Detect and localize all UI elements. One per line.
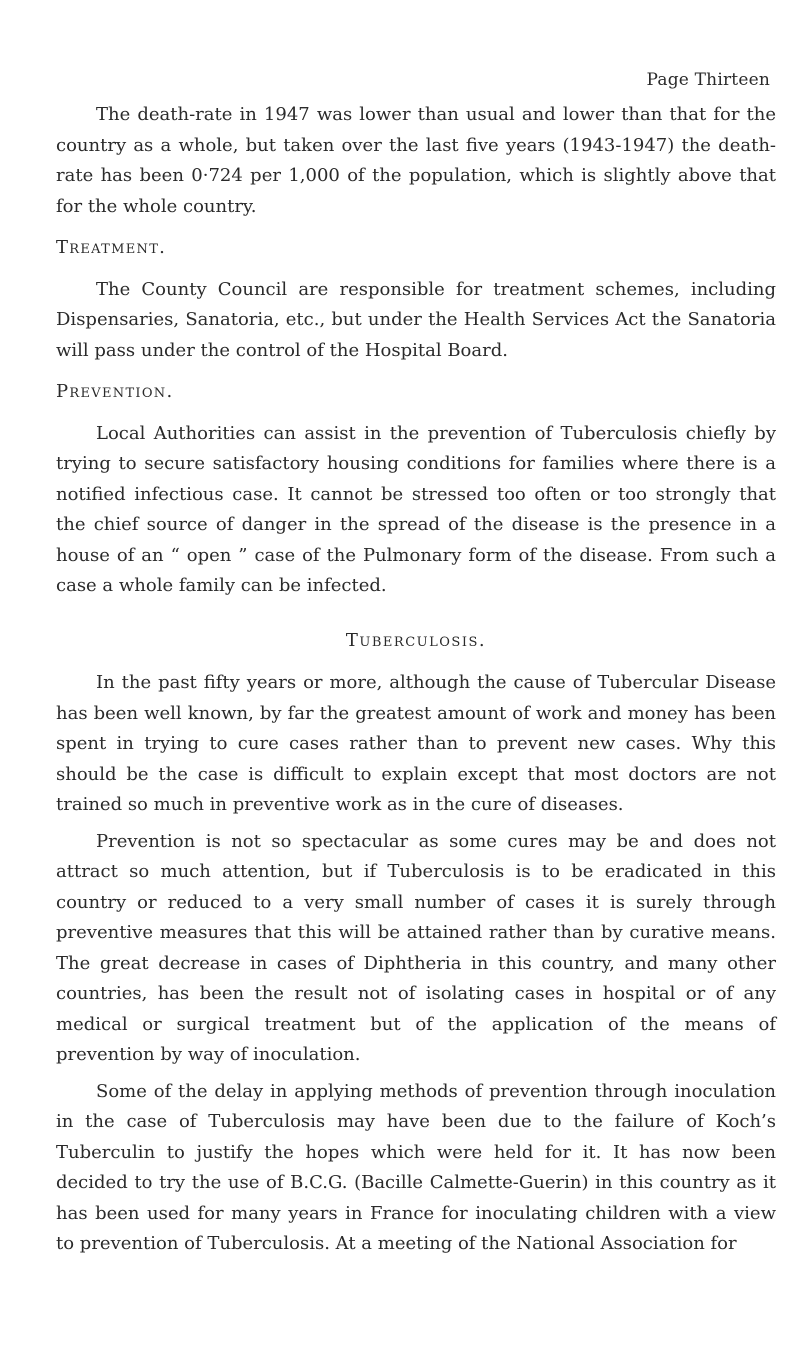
treatment-paragraph: The County Council are responsible for treatment schemes, including Dispensaries, Sanatoria, etc., but under the Health Services Act the Sanatoria will pass under the control of the Hospital Board. bbox=[56, 278, 776, 361]
tuberculosis-paragraph-1: In the past fifty years or more, although the cause of Tubercular Disease has been well known, by far the greatest amount of work and money has been spent in trying to cure cases rather than to prevent new cases. Why this should be the case is difficult to explain except that most doctors are not trained so much in preventive work as in the cure of diseases. bbox=[56, 672, 776, 815]
prevention-paragraph: Local Authorities can assist in the prevention of Tuberculosis chiefly by trying to secure satisfactory housing conditions for families where there is a notified infectious case. It cannot be stressed too often or too strongly that the chief source of danger in the spread of the disease is the presence in a house of an “ open ” case of the Pulmonary form of the disease. From such a case a whole family can be infected. bbox=[56, 422, 776, 596]
intro-paragraph: The death-rate in 1947 was lower than usual and lower than that for the country as a whole, but taken over the last five years (1943-1947) the death-rate has been 0·724 per 1,000 of the population, which is slightly above that for the whole country. bbox=[56, 104, 776, 217]
document-body bbox=[56, 100, 776, 1260]
tuberculosis-heading: Tuberculosis. bbox=[345, 629, 487, 651]
prevention-heading: Prevention. bbox=[56, 381, 174, 402]
tuberculosis-paragraph-2: Prevention is not so spectacular as some cures may be and does not attract so much attention, but if Tuberculosis is to be eradicated in this country or reduced to a very small number of cases it is surely through preventive measures that this will be attained rather than by curative means. The great decrease in cases of Diphtheria in this country, and many other countries, has been the result not of isolating cases in hospital or of any medical or surgical treatment but of the application of the means of prevention by way of inoculation. bbox=[56, 830, 776, 1065]
page-number: Page Thirteen bbox=[646, 70, 770, 90]
treatment-heading: Treatment. bbox=[56, 237, 167, 258]
tuberculosis-paragraph-3: Some of the delay in applying methods of prevention through inoculation in the case of Tuberculosis may have been due to the failure of Koch’s Tuberculin to justify the hopes which were held for it. It has now been decided to try the use of B.C.G. (Bacille Calmette-Guerin) in this country as it has been used for many years in France for inoculating children with a view to prevention of Tuberculosis. At a meeting of the National Association for bbox=[56, 1080, 776, 1254]
